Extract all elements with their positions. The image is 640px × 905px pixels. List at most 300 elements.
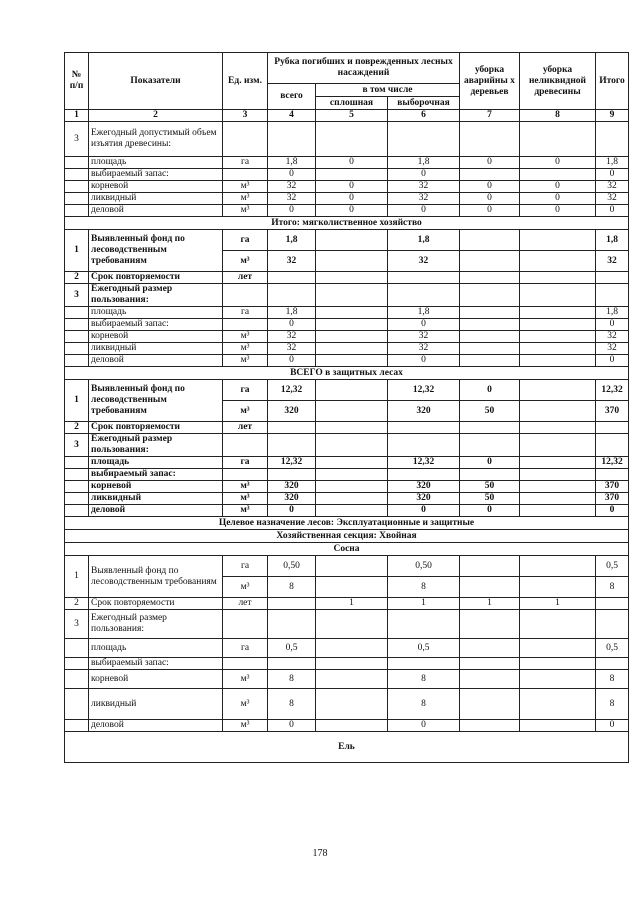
table-row (65, 670, 629, 689)
table-cell: 0 (520, 181, 596, 193)
table-cell (316, 670, 388, 689)
table-cell: 1,8 (388, 157, 460, 169)
table-cell (388, 610, 460, 639)
table-cell (316, 122, 388, 157)
table-cell: 0 (268, 169, 316, 181)
table-row (65, 639, 629, 658)
table-cell: м³ (223, 577, 268, 598)
table-row (65, 230, 629, 251)
table-cell: га (223, 230, 268, 251)
table-cell: м³ (223, 720, 268, 732)
table-cell: 370 (596, 493, 629, 505)
table-cell: выбираемый запас: (89, 469, 223, 481)
header-indicator: Показатели (89, 53, 223, 110)
table-cell: 32 (388, 331, 460, 343)
table-cell: 0 (460, 505, 520, 517)
table-cell: площадь (89, 307, 223, 319)
table-cell: 8 (596, 670, 629, 689)
table-cell (65, 319, 89, 331)
table-cell: га (223, 556, 268, 577)
table-cell (520, 251, 596, 272)
next-species-row (65, 732, 629, 763)
table-cell (520, 401, 596, 422)
table-cell (65, 355, 89, 367)
table-cell (520, 556, 596, 577)
table-cell: корневой (89, 181, 223, 193)
table-cell: 1 (65, 230, 89, 272)
table-row (65, 610, 629, 639)
table-cell (65, 205, 89, 217)
header-illiquid: уборка неликвидной древесины (520, 53, 596, 110)
table-row (65, 658, 629, 670)
table-cell: 1 (65, 380, 89, 422)
table-cell (223, 169, 268, 181)
table-cell (460, 331, 520, 343)
table-cell (268, 434, 316, 457)
table-cell (520, 689, 596, 720)
column-number-cell: 3 (223, 110, 268, 122)
table-cell: 1,8 (596, 157, 629, 169)
table-cell: м³ (223, 689, 268, 720)
page-number: 178 (312, 848, 328, 859)
header-no: № п/п (65, 53, 89, 110)
table-cell: 0 (388, 505, 460, 517)
table-cell: 12,32 (596, 380, 629, 401)
table-cell (596, 598, 629, 610)
section-title-row (65, 217, 629, 230)
table-cell: 0 (520, 205, 596, 217)
table-cell: 50 (460, 481, 520, 493)
table-cell: 0 (388, 355, 460, 367)
column-number-cell: 1 (65, 110, 89, 122)
table-cell: 0 (388, 205, 460, 217)
table-row (65, 457, 629, 469)
table-cell: 32 (268, 181, 316, 193)
table-cell: 1 (65, 556, 89, 598)
table-cell: Целевое назначение лесов: Эксплуатационные и защитные (65, 517, 629, 530)
table-cell: га (223, 380, 268, 401)
table-cell: м³ (223, 481, 268, 493)
table-cell (316, 505, 388, 517)
table-cell (316, 610, 388, 639)
table-cell (316, 169, 388, 181)
table-cell (460, 355, 520, 367)
header-total: всего (268, 84, 316, 110)
table-cell: ВСЕГО в защитных лесах (65, 367, 629, 380)
table-cell (316, 720, 388, 732)
table-cell (223, 658, 268, 670)
table-cell: 12,32 (388, 457, 460, 469)
table-cell: 2 (65, 598, 89, 610)
table-row (65, 193, 629, 205)
table-cell (316, 639, 388, 658)
table-cell (520, 230, 596, 251)
table-cell (268, 598, 316, 610)
header-felling-group: Рубка погибших и поврежденных лесных насаждений (268, 53, 460, 84)
table-cell (520, 457, 596, 469)
table-cell: корневой (89, 670, 223, 689)
table-cell (520, 272, 596, 284)
table-row (65, 205, 629, 217)
table-cell: выбираемый запас: (89, 319, 223, 331)
table-cell: м³ (223, 505, 268, 517)
table-cell (316, 401, 388, 422)
table-cell: Хозяйственная секция: Хвойная (65, 530, 629, 543)
table-cell (460, 689, 520, 720)
table-cell (388, 284, 460, 307)
table-cell: лет (223, 272, 268, 284)
table-cell: 0 (460, 157, 520, 169)
table-cell: 0 (520, 193, 596, 205)
table-cell (520, 670, 596, 689)
table-cell: 32 (596, 343, 629, 355)
table-cell (460, 319, 520, 331)
table-cell: 8 (268, 670, 316, 689)
table-cell: 0 (316, 157, 388, 169)
table-cell (460, 272, 520, 284)
column-number-cell: 9 (596, 110, 629, 122)
table-cell (596, 422, 629, 434)
table-cell (223, 434, 268, 457)
table-cell (65, 181, 89, 193)
table-cell (316, 380, 388, 401)
table-cell: 32 (596, 181, 629, 193)
table-cell: 1,8 (268, 157, 316, 169)
table-cell: га (223, 457, 268, 469)
table-cell: Ежегодный размер пользования: (89, 284, 223, 307)
column-number-cell: 2 (89, 110, 223, 122)
table-cell: площадь (89, 157, 223, 169)
table-cell: выбираемый запас: (89, 658, 223, 670)
table-cell (65, 343, 89, 355)
table-cell: 0 (388, 169, 460, 181)
forest-use-table (64, 52, 629, 763)
table-cell: Ежегодный размер пользования: (89, 434, 223, 457)
table-cell: 0 (460, 457, 520, 469)
table-cell: 0,5 (388, 639, 460, 658)
table-row (65, 720, 629, 732)
table-cell (223, 319, 268, 331)
table-cell: м³ (223, 193, 268, 205)
table-cell (520, 122, 596, 157)
table-cell (596, 658, 629, 670)
table-cell (65, 505, 89, 517)
table-cell: площадь (89, 457, 223, 469)
table-cell: м³ (223, 493, 268, 505)
table-cell: 320 (268, 493, 316, 505)
table-cell: га (223, 157, 268, 169)
table-cell (316, 319, 388, 331)
table-cell (65, 169, 89, 181)
table-cell: 1,8 (388, 230, 460, 251)
table-cell: 0 (596, 355, 629, 367)
table-cell (520, 355, 596, 367)
header-clear: сплошная (316, 97, 388, 110)
table-cell: 32 (388, 193, 460, 205)
table-cell: м³ (223, 401, 268, 422)
table-cell (460, 122, 520, 157)
table-cell (388, 272, 460, 284)
table-cell (316, 493, 388, 505)
table-row (65, 157, 629, 169)
table-cell (460, 307, 520, 319)
table-cell: 12,32 (388, 380, 460, 401)
column-number-cell: 7 (460, 110, 520, 122)
table-cell: деловой (89, 720, 223, 732)
table-cell: 1 (388, 598, 460, 610)
table-cell: деловой (89, 355, 223, 367)
table-cell: ликвидный (89, 493, 223, 505)
table-cell: 320 (388, 493, 460, 505)
table-cell (460, 658, 520, 670)
table-cell: 1,8 (268, 307, 316, 319)
table-cell: 8 (388, 689, 460, 720)
table-row (65, 434, 629, 457)
table-cell: 1,8 (388, 307, 460, 319)
column-number-cell: 5 (316, 110, 388, 122)
table-cell (268, 610, 316, 639)
table-cell: ликвидный (89, 193, 223, 205)
table-cell (520, 434, 596, 457)
table-cell (316, 481, 388, 493)
table-cell: м³ (223, 205, 268, 217)
table-cell (65, 307, 89, 319)
table-cell (520, 169, 596, 181)
table-cell (316, 251, 388, 272)
table-cell: 0 (460, 181, 520, 193)
table-cell: 0 (460, 193, 520, 205)
table-row (65, 422, 629, 434)
table-cell: 8 (596, 689, 629, 720)
table-cell: ликвидный (89, 343, 223, 355)
table-row (65, 355, 629, 367)
table-cell: 1 (460, 598, 520, 610)
table-cell: Ежегодный допустимый объем изъятия древесины: (89, 122, 223, 157)
table-cell: 0 (316, 205, 388, 217)
table-cell (520, 610, 596, 639)
table-cell: 12,32 (596, 457, 629, 469)
table-cell: 1,8 (268, 230, 316, 251)
table-cell (388, 122, 460, 157)
table-cell: 320 (388, 481, 460, 493)
table-cell: Срок повторяемости (89, 598, 223, 610)
table-cell (520, 307, 596, 319)
table-cell: Выявленный фонд по лесоводственным требованиям (89, 380, 223, 422)
table-row (65, 319, 629, 331)
table-cell: 0 (596, 720, 629, 732)
table-cell (65, 493, 89, 505)
table-cell (223, 284, 268, 307)
table-cell (520, 577, 596, 598)
table-cell (520, 380, 596, 401)
table-cell: деловой (89, 205, 223, 217)
table-cell (460, 639, 520, 658)
table-cell (316, 556, 388, 577)
table-cell (460, 469, 520, 481)
table-cell: м³ (223, 251, 268, 272)
table-cell (65, 670, 89, 689)
table-cell: 0 (316, 181, 388, 193)
table-cell: Итого: мягколиственное хозяйство (65, 217, 629, 230)
table-cell: 3 (65, 284, 89, 307)
section-title-row (65, 367, 629, 380)
table-cell (268, 422, 316, 434)
table-cell: Выявленный фонд по лесоводственным требованиям (89, 556, 223, 598)
table-cell (460, 670, 520, 689)
table-cell: Срок повторяемости (89, 272, 223, 284)
table-row (65, 556, 629, 577)
table-row (65, 689, 629, 720)
table-cell (460, 610, 520, 639)
table-cell: 320 (388, 401, 460, 422)
table-cell (316, 355, 388, 367)
table-cell: 32 (388, 181, 460, 193)
section-row (65, 530, 629, 543)
table-cell (520, 319, 596, 331)
table-cell: Ежегодный размер пользования: (89, 610, 223, 639)
table-cell (520, 658, 596, 670)
table-row (65, 272, 629, 284)
table-row (65, 481, 629, 493)
table-cell (520, 422, 596, 434)
table-cell (388, 434, 460, 457)
table-cell: 0,50 (268, 556, 316, 577)
table-cell (268, 658, 316, 670)
table-cell: 8 (596, 577, 629, 598)
table-cell: выбираемый запас: (89, 169, 223, 181)
table-row (65, 331, 629, 343)
table-cell: Ель (65, 732, 629, 763)
table-cell (460, 284, 520, 307)
table-cell (316, 457, 388, 469)
table-cell: 32 (596, 331, 629, 343)
table-cell: 32 (268, 343, 316, 355)
table-cell: 0 (268, 319, 316, 331)
table-row (65, 122, 629, 157)
table-cell (65, 481, 89, 493)
table-cell: м³ (223, 331, 268, 343)
table-cell (65, 469, 89, 481)
table-cell: га (223, 639, 268, 658)
table-row (65, 284, 629, 307)
table-cell (460, 251, 520, 272)
table-cell: 32 (388, 343, 460, 355)
table-cell: 32 (388, 251, 460, 272)
table-cell (520, 331, 596, 343)
table-cell: 12,32 (268, 457, 316, 469)
table-cell (316, 272, 388, 284)
table-row (65, 505, 629, 517)
table-cell (520, 639, 596, 658)
table-cell: 3 (65, 434, 89, 457)
table-cell (596, 434, 629, 457)
table-cell: 1 (520, 598, 596, 610)
table-cell: площадь (89, 639, 223, 658)
header-incl: в том числе (316, 84, 460, 97)
table-cell (223, 469, 268, 481)
table-cell (460, 343, 520, 355)
table-cell: 320 (268, 401, 316, 422)
table-cell: 8 (268, 689, 316, 720)
table-cell (316, 343, 388, 355)
table-cell: ликвидный (89, 689, 223, 720)
table-cell: Сосна (65, 543, 629, 556)
table-cell: 370 (596, 481, 629, 493)
table-row (65, 380, 629, 401)
table-cell (65, 157, 89, 169)
table-cell: 32 (268, 331, 316, 343)
table-cell: 32 (268, 193, 316, 205)
table-cell: м³ (223, 181, 268, 193)
table-cell (65, 689, 89, 720)
table-row (65, 307, 629, 319)
table-cell: 0 (268, 355, 316, 367)
table-cell (520, 469, 596, 481)
table-cell (268, 284, 316, 307)
table-cell (460, 577, 520, 598)
table-cell (596, 284, 629, 307)
column-number-cell: 4 (268, 110, 316, 122)
table-cell: 0 (460, 205, 520, 217)
column-number-cell: 8 (520, 110, 596, 122)
table-cell: деловой (89, 505, 223, 517)
table-cell: 0,5 (268, 639, 316, 658)
table-cell (520, 343, 596, 355)
table-cell (316, 422, 388, 434)
table-body (65, 122, 629, 763)
table-cell (520, 493, 596, 505)
table-cell (596, 610, 629, 639)
table-cell (460, 422, 520, 434)
table-cell: 0,5 (596, 639, 629, 658)
table-cell (520, 505, 596, 517)
table-row (65, 493, 629, 505)
table-cell (268, 122, 316, 157)
header-emergency: уборка аварийны х деревьев (460, 53, 520, 110)
table-cell: Выявленный фонд по лесоводственным требованиям (89, 230, 223, 272)
table-cell (520, 284, 596, 307)
table-cell (65, 457, 89, 469)
table-cell: 0 (596, 205, 629, 217)
table-cell: корневой (89, 481, 223, 493)
table-cell: 32 (596, 251, 629, 272)
header-itogo: Итого (596, 53, 629, 110)
table-cell: 1 (316, 598, 388, 610)
header-unit: Ед. изм. (223, 53, 268, 110)
table-cell: 0 (268, 505, 316, 517)
table-cell: м³ (223, 343, 268, 355)
purpose-row (65, 517, 629, 530)
table-row (65, 181, 629, 193)
table-cell: 0,5 (596, 556, 629, 577)
table-cell: 0,50 (388, 556, 460, 577)
table-row (65, 469, 629, 481)
table-cell: 3 (65, 122, 89, 157)
table-cell: 8 (388, 670, 460, 689)
table-cell (65, 720, 89, 732)
table-cell (460, 556, 520, 577)
table-cell (388, 658, 460, 670)
table-cell: корневой (89, 331, 223, 343)
table-cell: лет (223, 422, 268, 434)
table-row (65, 598, 629, 610)
table-cell: 0 (596, 169, 629, 181)
table-cell (65, 331, 89, 343)
table-cell (460, 720, 520, 732)
table-cell: 1,8 (596, 230, 629, 251)
column-number-cell: 6 (388, 110, 460, 122)
table-cell: 0 (388, 319, 460, 331)
